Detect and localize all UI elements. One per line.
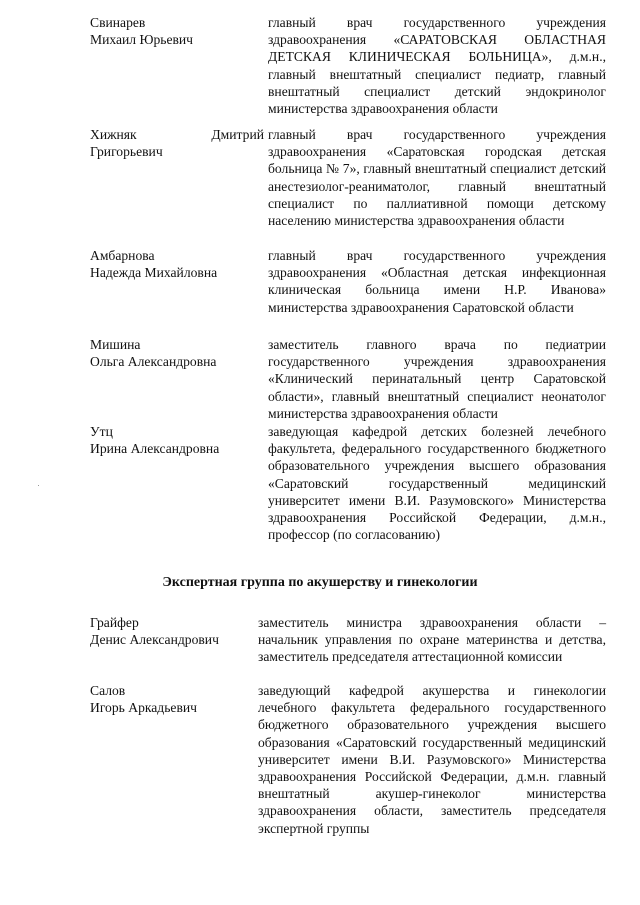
member-surname: Амбарнова	[90, 248, 155, 263]
member-position	[268, 14, 606, 117]
member-surname: Салов	[90, 683, 126, 698]
scan-speck	[38, 485, 39, 486]
member-surname-line	[90, 126, 264, 143]
member-position	[258, 614, 606, 666]
member-given-names: Григорьевич	[90, 144, 163, 160]
member-given-names: Надежда Михайловна	[90, 265, 218, 281]
member-given-names: Ирина Александровна	[90, 441, 220, 457]
member-given-names: Ольга Александровна	[90, 354, 217, 370]
member-name	[90, 682, 258, 716]
member-position-text: главный врач государственного учреждения здравоохранения «САРАТОВСКАЯ ОБЛАСТНАЯ ДЕТСКАЯ КЛИНИЧЕСКАЯ БОЛЬНИЦА», д.м.н., главный внештатный специалист педиатр, главный внештатный специалист детский эндокринолог министерства здравоохранения области	[268, 15, 606, 117]
member-position-text: заместитель главного врача по педиатрии государственного учреждения здравоохранения «Клинический перинатальный центр Саратовской области», главный внештатный специалист неонатолог министерства здравоохранения области	[268, 337, 606, 421]
member-position	[268, 423, 606, 543]
member-name	[90, 14, 258, 48]
member-position-text: главный врач государственного учреждения здравоохранения «Областная детская инфекционная клиническая больница имени Н.Р. Иванова» министерства здравоохранения Саратовской области	[268, 248, 606, 315]
member-surname: Хижняк	[90, 127, 137, 142]
member-name	[90, 126, 268, 160]
member-surname: Утц	[90, 424, 113, 439]
member-surname: Грайфер	[90, 615, 139, 630]
member-name	[90, 247, 258, 281]
member-position	[258, 682, 606, 837]
member-position	[268, 247, 606, 316]
member-given-names: Михаил Юрьевич	[90, 32, 194, 48]
member-surname: Мишина	[90, 337, 141, 352]
member-surname: Свинарев	[90, 15, 146, 30]
member-position-text: заведующий кафедрой акушерства и гинекологии лечебного факультета федерального государственного бюджетного образовательного учреждения высшего образования «Саратовский государственный медицинский университет имени В.И. Разумовского» Министерства здравоохранения Российской Федерации, д.м.н. главный внештатный акушер-гинеколог министерства здравоохранения области, заместитель председателя экспертной группы	[258, 683, 606, 836]
member-position	[268, 336, 606, 422]
member-given-names: Денис Александрович	[90, 632, 219, 648]
member-name	[90, 423, 258, 457]
member-position-text: заведующая кафедрой детских болезней лечебного факультета, федерального государственного бюджетного образовательного учреждения высшего образования «Саратовский государственный медицинский университет имени В.И. Разумовского» Министерства здравоохранения Российской Федерации, д.м.н., профессор (по согласованию)	[268, 424, 606, 543]
member-position-text: главный врач государственного учреждения здравоохранения «Саратовская городская детская больница № 7», главный внештатный специалист детский анестезиолог-реаниматолог, главный внештатный специалист по паллиативной помощи детскому населению министерства здравоохранения области	[268, 127, 606, 229]
member-given-names: Игорь Аркадьевич	[90, 700, 197, 716]
member-name	[90, 614, 258, 648]
section-heading: Экспертная группа по акушерству и гинекологии	[162, 575, 478, 590]
member-position	[268, 126, 606, 229]
member-name	[90, 336, 258, 370]
member-first-name: Дмитрий	[211, 127, 264, 142]
member-position-text: заместитель министра здравоохранения области – начальник управления по охране материнства и детства, заместитель председателя аттестационной комиссии	[258, 615, 606, 665]
